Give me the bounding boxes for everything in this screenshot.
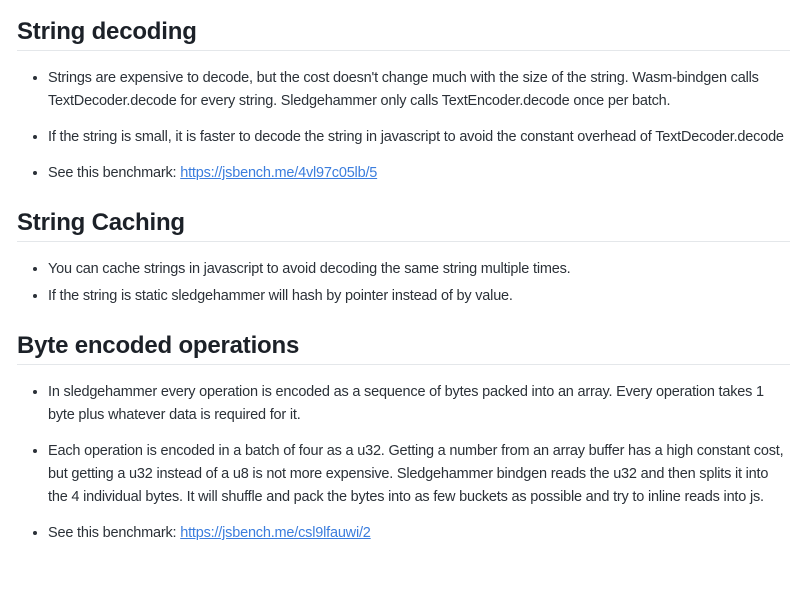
list-item (48, 67, 790, 113)
benchmark-link[interactable]: https://jsbench.me/csl9lfauwi/2 (180, 525, 371, 541)
benchmark-link[interactable]: https://jsbench.me/4vl97c05lb/5 (180, 165, 378, 181)
list-item-text: See this benchmark: (48, 525, 181, 541)
list-item-text: You can cache strings in javascript to avoid decoding the same string multiple times. (48, 261, 571, 277)
list-item-text: In sledgehammer every operation is encoded as a sequence of bytes packed into an array. Every operation takes 1 byte plus whatever data is required for it. (48, 384, 764, 423)
list-item-text: See this benchmark: (48, 165, 181, 181)
list-item-text: Strings are expensive to decode, but the cost doesn't change much with the size of the string. Wasm-bindgen calls TextDecoder.decode for every string. Sledgehammer only calls TextEncoder.decode once per batch. (48, 70, 759, 109)
section-heading-byte-encoded-operations: Byte encoded operations (17, 332, 790, 365)
list-item-text: If the string is static sledgehammer will hash by pointer instead of by value. (48, 288, 513, 304)
list-item (48, 258, 790, 281)
list-item (48, 440, 790, 509)
list-item-text: If the string is small, it is faster to decode the string in javascript to avoid the constant overhead of TextDecoder.decode (48, 129, 784, 145)
list-item (48, 381, 790, 427)
section-heading-string-decoding: String decoding (17, 18, 790, 51)
list-item-text: Each operation is encoded in a batch of four as a u32. Getting a number from an array buffer has a high constant cost, but getting a u32 instead of a u8 is not more expensive. Sledgehammer bindgen reads the u32 and then splits it into the 4 individual bytes. It will shuffle and pack the bytes into as few buckets as possible and try to inline reads into js. (48, 443, 784, 505)
section-heading-string-caching: String Caching (17, 209, 790, 242)
bullet-list (17, 381, 790, 545)
list-item (48, 126, 790, 149)
bullet-list (17, 67, 790, 185)
list-item (48, 522, 790, 545)
list-item (48, 162, 790, 185)
bullet-list (17, 258, 790, 308)
list-item (48, 285, 790, 308)
